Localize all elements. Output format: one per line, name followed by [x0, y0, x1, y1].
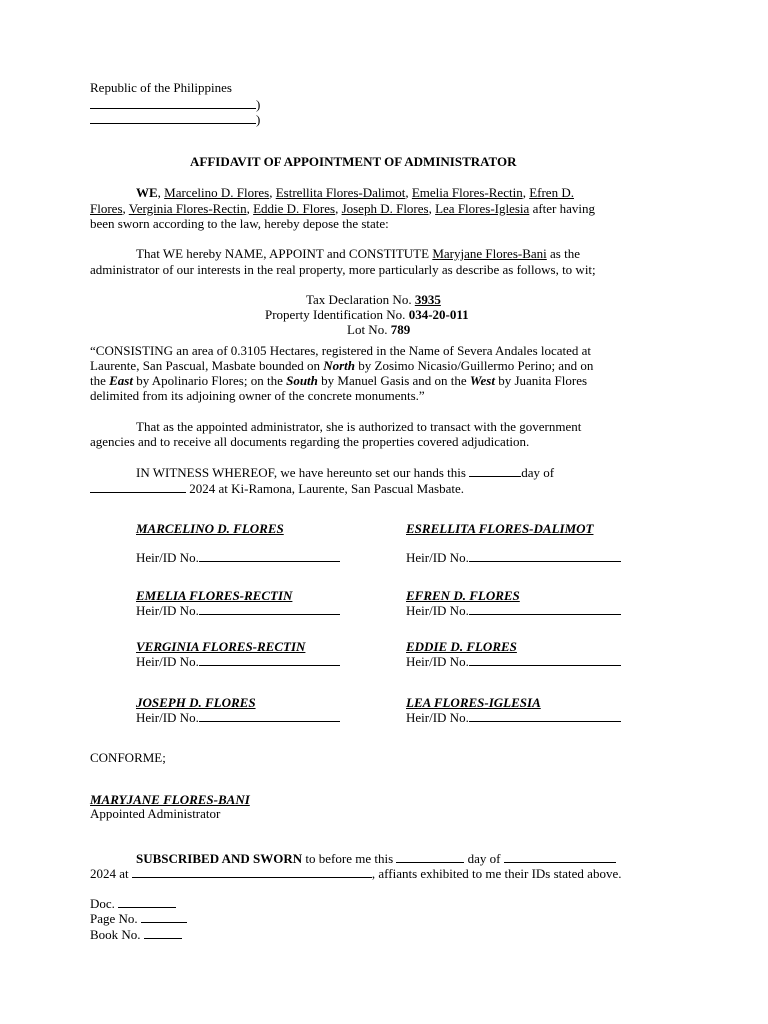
intro-line-1: WE, Marcelino D. Flores, Estrellita Flores-Dalimot, Emelia Flores-Rectin, Efren D.	[136, 185, 574, 200]
description-line-3: the East by Apolinario Flores; on the South by Manuel Gasis and on the West by Juanita Flores	[90, 373, 588, 388]
witness-line-1: IN WITNESS WHEREOF, we have hereunto set our hands this day of	[136, 465, 555, 480]
appointment-line-1: That WE hereby NAME, APPOINT and CONSTITUTE Maryjane Flores-Bani as the	[136, 246, 580, 261]
lot-number: Lot No. 789	[347, 322, 411, 337]
signatory-name: VERGINIA FLORES-RECTIN	[136, 639, 306, 654]
notarial-page: Page No.	[90, 910, 187, 926]
document-title: AFFIDAVIT OF APPOINTMENT OF ADMINISTRATOR	[190, 154, 517, 169]
property-identification: Property Identification No. 034-20-011	[265, 307, 469, 322]
heir-id-line: Heir/ID No.	[406, 653, 621, 669]
description-line-1: “CONSISTING an area of 0.3105 Hectares, registered in the Name of Severa Andales located at	[90, 343, 592, 358]
signatory-name: EFREN D. FLORES	[406, 588, 520, 603]
jurat-line-1: SUBSCRIBED AND SWORN to before me this day of	[136, 850, 616, 866]
venue-line-1: )	[90, 96, 260, 112]
appointment-line-2: administrator of our interests in the real property, more particularly as describe as follows, to wit;	[90, 262, 596, 277]
heir-id-line: Heir/ID No.	[406, 602, 621, 618]
republic-header: Republic of the Philippines	[90, 80, 232, 95]
notarial-book: Book No.	[90, 926, 182, 942]
venue-line-2: )	[90, 111, 260, 127]
heir-name: Estrellita Flores-Dalimot	[275, 185, 406, 200]
signatory-name: JOSEPH D. FLORES	[136, 695, 256, 710]
heir-name: Eddie D. Flores	[253, 201, 336, 216]
administrator-role: Appointed Administrator	[90, 806, 221, 821]
description-line-4: delimited from its adjoining owner of the concrete monuments.”	[90, 388, 425, 403]
heir-id-line: Heir/ID No.	[406, 549, 621, 565]
heir-id-line: Heir/ID No.	[136, 602, 340, 618]
heir-id-line: Heir/ID No.	[136, 653, 340, 669]
conforme-label: CONFORME;	[90, 750, 166, 765]
description-line-2: Laurente, San Pascual, Masbate bounded on North by Zosimo Nicasio/Guillermo Perino; and on	[90, 358, 594, 373]
heir-name: Marcelino D. Flores	[164, 185, 270, 200]
heir-id-line: Heir/ID No.	[136, 549, 340, 565]
signatory-name: EDDIE D. FLORES	[406, 639, 517, 654]
tax-declaration-value: 3935	[414, 292, 441, 307]
tax-declaration: Tax Declaration No. 3935	[306, 292, 441, 307]
heir-name: Efren D.	[529, 185, 574, 200]
heir-id-line: Heir/ID No.	[406, 709, 621, 725]
intro-we: WE	[136, 185, 158, 200]
authority-line-2: agencies and to receive all documents regarding the properties covered adjudication.	[90, 434, 530, 449]
heir-name: Verginia Flores-Rectin	[128, 201, 247, 216]
signatory-name: EMELIA FLORES-RECTIN	[136, 588, 293, 603]
heir-name: Joseph D. Flores	[341, 201, 429, 216]
property-identification-value: 034-20-011	[408, 307, 469, 322]
jurat-line-2: 2024 at , affiants exhibited to me their IDs stated above.	[90, 866, 622, 881]
witness-line-2: 2024 at Ki-Ramona, Laurente, San Pascual Masbate.	[90, 480, 464, 496]
signatory-name: MARCELINO D. FLORES	[136, 521, 284, 536]
administrator-name: Maryjane Flores-Bani	[432, 246, 547, 261]
intro-line-2: Flores, Verginia Flores-Rectin, Eddie D. Flores, Joseph D. Flores, Lea Flores-Iglesia after having	[90, 201, 596, 216]
lot-number-value: 789	[390, 322, 411, 337]
heir-name: Emelia Flores-Rectin	[411, 185, 523, 200]
intro-line-3: been sworn according to the law, hereby depose the state:	[90, 216, 389, 231]
authority-line-1: That as the appointed administrator, she is authorized to transact with the government	[136, 419, 582, 434]
signatory-name: ESRELLITA FLORES-DALIMOT	[406, 521, 594, 536]
administrator-signature-name: MARYJANE FLORES-BANI	[90, 792, 250, 807]
heir-name: Lea Flores-Iglesia	[435, 201, 530, 216]
heir-id-line: Heir/ID No.	[136, 709, 340, 725]
heir-name: Flores	[90, 201, 123, 216]
signatory-name: LEA FLORES-IGLESIA	[406, 695, 541, 710]
notarial-doc: Doc.	[90, 895, 176, 911]
